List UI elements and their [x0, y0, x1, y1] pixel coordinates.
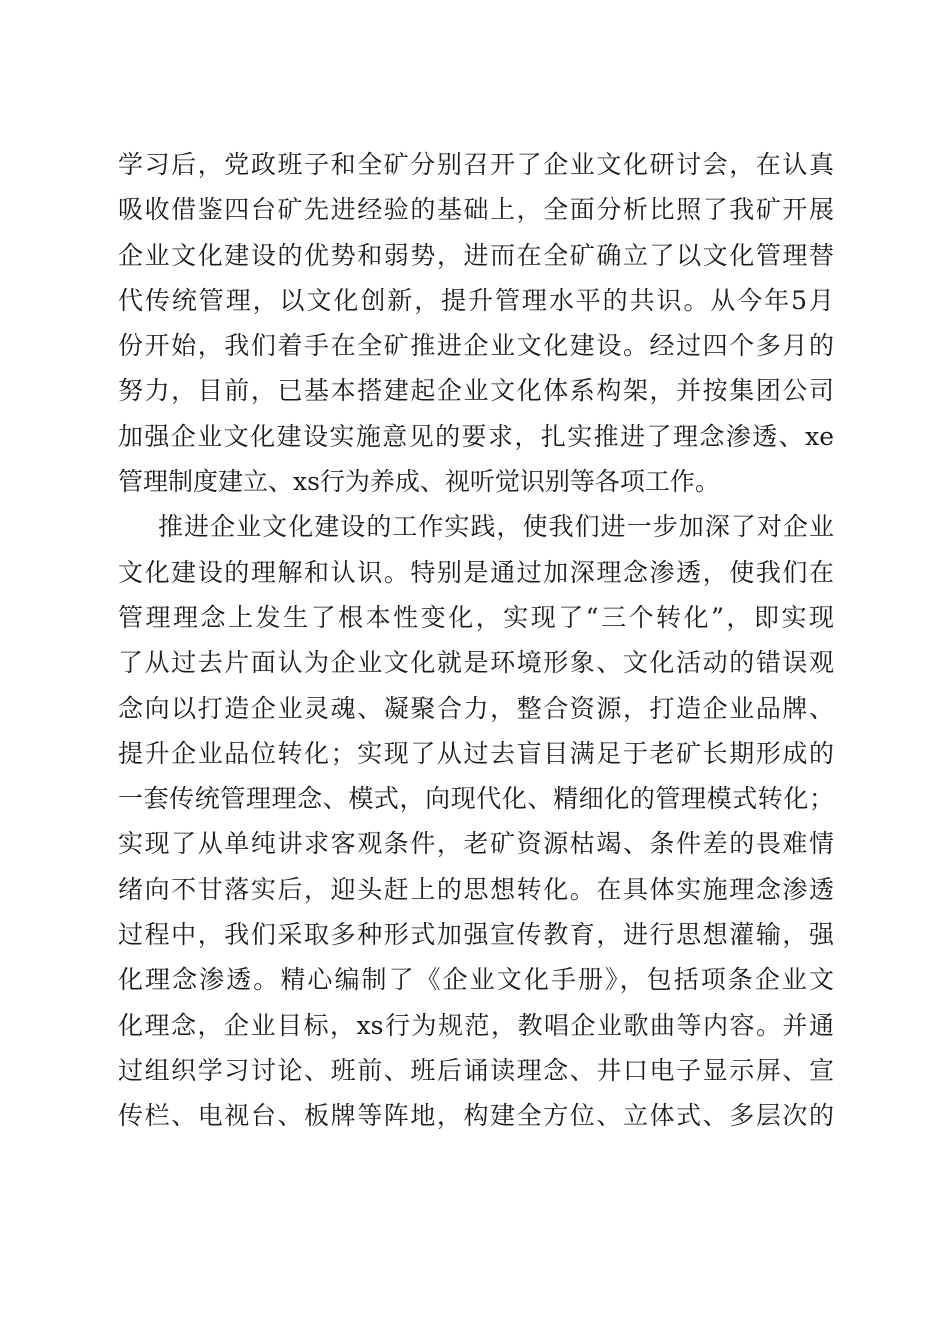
text-line: 化理念渗透。精心编制了《企业文化手册》，包括项条企业文	[118, 965, 834, 995]
paragraph-1	[118, 142, 834, 504]
text-line: 加强企业文化建设实施意见的要求，扎实推进了理念渗透、xe	[118, 421, 834, 451]
text-line: 代传统管理，以文化创新，提升管理水平的共识。从今年5月	[118, 285, 834, 315]
text-line: 管理理念上发生了根本性变化，实现了“三个转化”，即实现	[118, 602, 834, 632]
text-line: 管理制度建立、xs行为养成、视听觉识别等各项工作。	[118, 467, 720, 497]
paragraph-2	[118, 504, 834, 1138]
text-line: 学习后，党政班子和全矿分别召开了企业文化研讨会，在认真	[118, 150, 834, 179]
text-line: 文化建设的理解和认识。特别是通过加深理念渗透，使我们在	[118, 557, 834, 587]
text-line: 念向以打造企业灵魂、凝聚合力，整合资源，打造企业品牌、	[118, 693, 834, 723]
text-line: 企业文化建设的优势和弱势，进而在全矿确立了以文化管理替	[118, 240, 834, 270]
text-line: 化理念，企业目标，xs行为规范，教唱企业歌曲等内容。并通	[118, 1010, 834, 1040]
text-line: 实现了从单纯讲求客观条件，老矿资源枯竭、条件差的畏难情	[118, 829, 834, 859]
text-line: 吸收借鉴四台矿先进经验的基础上，全面分析比照了我矿开展	[118, 195, 834, 225]
text-line: 推进企业文化建设的工作实践，使我们进一步加深了对企业	[158, 512, 834, 542]
text-line: 过程中，我们采取多种形式加强宣传教育，进行思想灌输，强	[118, 920, 834, 950]
text-line: 了从过去片面认为企业文化就是环境形象、文化活动的错误观	[118, 648, 834, 678]
document-body	[118, 142, 834, 1139]
text-line: 过组织学习讨论、班前、班后诵读理念、井口电子显示屏、宣	[118, 1055, 834, 1085]
text-line: 份开始，我们着手在全矿推进企业文化建设。经过四个多月的	[118, 331, 834, 361]
text-line: 传栏、电视台、板牌等阵地，构建全方位、立体式、多层次的	[118, 1101, 834, 1131]
text-line: 一套传统管理理念、模式，向现代化、精细化的管理模式转化；	[118, 784, 834, 814]
text-line: 努力，目前，已基本搭建起企业文化体系构架，并按集团公司	[118, 376, 834, 406]
text-line: 提升企业品位转化；实现了从过去盲目满足于老矿长期形成的	[118, 738, 834, 768]
text-line: 绪向不甘落实后，迎头赶上的思想转化。在具体实施理念渗透	[118, 874, 834, 904]
